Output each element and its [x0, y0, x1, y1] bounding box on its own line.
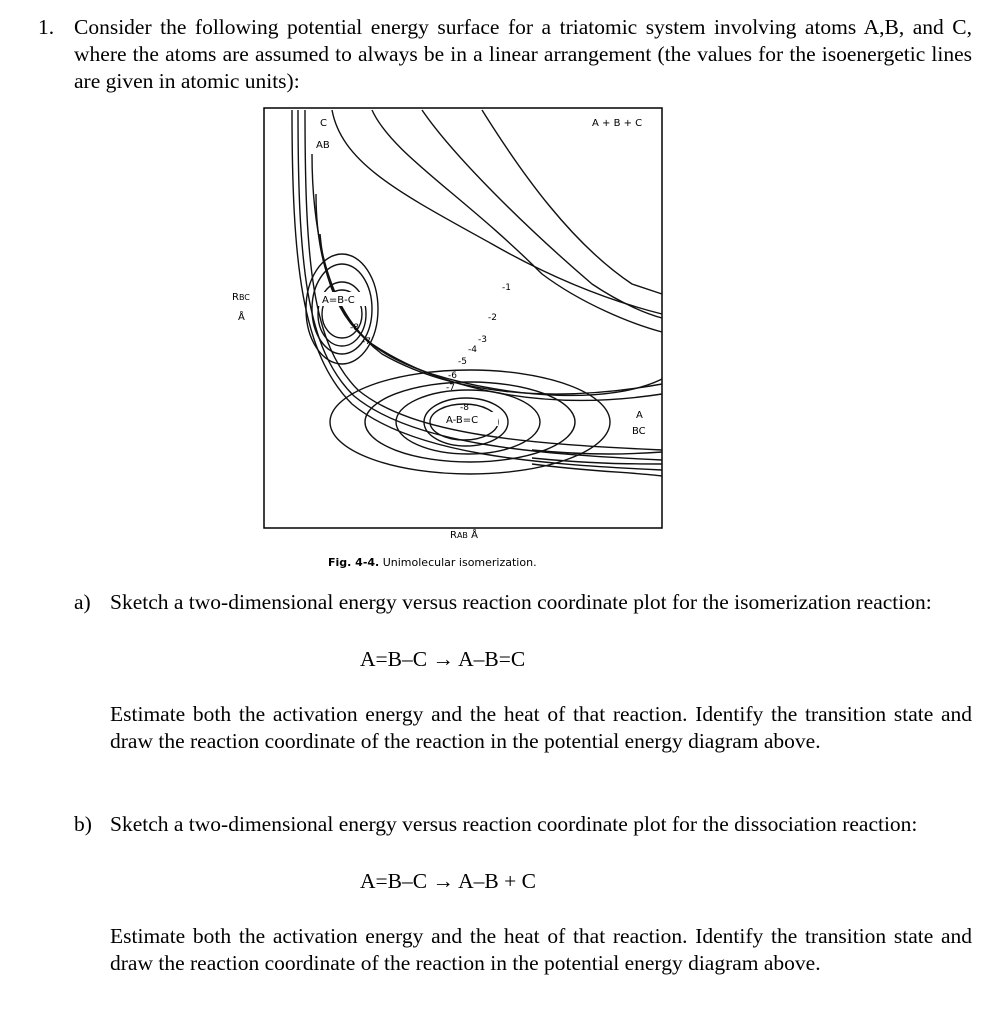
contour-label: -3: [478, 335, 487, 345]
contour-label: -6: [448, 371, 457, 381]
plot-frame: [264, 108, 662, 528]
well1-label: A=B-C: [322, 295, 355, 306]
part-a-followup: Estimate both the activation energy and the heat of that reaction. Identify the transition state and draw the reaction coordinate of the reaction in the potential energy diagram above.: [110, 702, 972, 753]
part-b-equation: A=B–C → A–B + C: [360, 869, 536, 893]
contour-label: -7: [446, 383, 455, 393]
part-a-label: a): [74, 590, 91, 614]
well2-label: A-B=C: [446, 415, 479, 426]
part-b-text: Sketch a two-dimensional energy versus reaction coordinate plot for the dissociation reaction:: [110, 812, 918, 836]
top-left-label-top: C: [320, 118, 327, 129]
contour-line: [318, 282, 366, 346]
part-b-followup: Estimate both the activation energy and the heat of that reaction. Identify the transition state and draw the reaction coordinate of the reaction in the potential energy diagram above.: [110, 924, 972, 975]
contour-line: [312, 154, 662, 400]
contour-label: -8: [350, 323, 359, 333]
x-axis-label: RAB Å: [450, 530, 478, 541]
contour-label: -4: [468, 345, 477, 355]
contour-line: [422, 110, 662, 318]
pes-figure: [232, 104, 672, 576]
figure-caption: [328, 556, 537, 569]
question-number: 1.: [38, 15, 55, 39]
top-left-label-bottom: AB: [316, 140, 330, 151]
contour-line: [332, 110, 662, 314]
part-b-label: b): [74, 812, 92, 836]
contour-label: -1: [502, 283, 511, 293]
part-a-equation: A=B–C → A–B=C: [360, 647, 526, 671]
contour-label: -8: [460, 403, 469, 413]
question-text: Consider the following potential energy surface for a triatomic system involving atoms A,B, and C, where the atoms are assumed to always be in a linear arrangement (the values for the isoenergetic lines are given in atomic units):: [74, 15, 972, 93]
contour-label: -5: [458, 357, 467, 367]
contour-line: [532, 450, 662, 454]
contour-line: [372, 110, 662, 332]
y-axis-label: RBC: [232, 292, 250, 303]
contour-plot: [232, 104, 672, 576]
y-axis-unit: Å: [238, 312, 245, 323]
part-a-text: Sketch a two-dimensional energy versus reaction coordinate plot for the isomerization reaction:: [110, 590, 932, 614]
right-label-top: A: [636, 410, 643, 421]
contour-label: -2: [488, 313, 497, 323]
right-label-bottom: BC: [632, 426, 646, 437]
caption-prefix: Fig. 4-4.: [328, 556, 380, 569]
contour-label: -7: [362, 337, 371, 347]
corner-label: A + B + C: [592, 118, 643, 129]
caption-text: Unimolecular isomerization.: [382, 556, 537, 569]
